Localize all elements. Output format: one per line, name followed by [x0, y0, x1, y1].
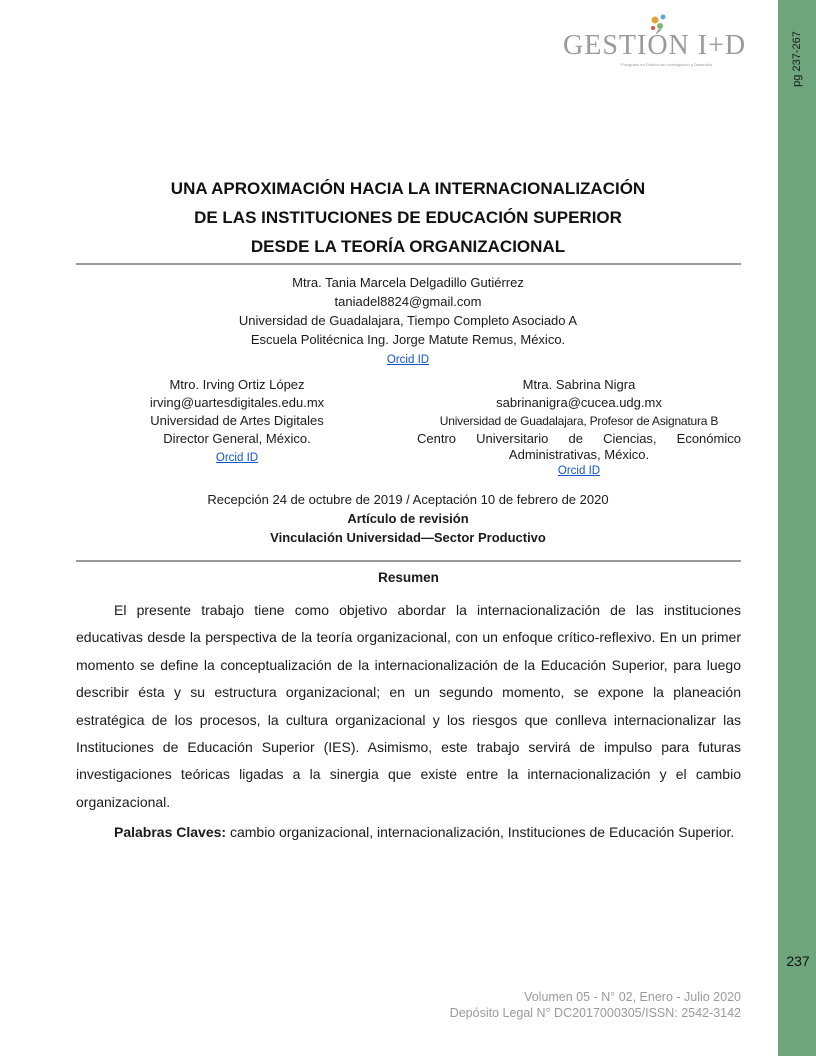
author-2-email: irving@uartesdigitales.edu.mx: [149, 395, 325, 410]
author-3-affiliation-1: Universidad de Guadalajara, Profesor de Asignatura B: [439, 414, 719, 428]
journal-logo: [563, 14, 753, 70]
author-1-block: [100, 273, 716, 370]
author-2-affiliation-2: Director General, México.: [163, 431, 311, 446]
author-2-affiliation-1: Universidad de Artes Digitales: [150, 413, 324, 428]
footer-legal: Depósito Legal N° DC2017000305/ISSN: 2542-3142: [449, 1006, 741, 1020]
side-band: [778, 0, 816, 1056]
author-2-orcid-link[interactable]: Orcid ID: [215, 452, 259, 464]
keywords-label: Palabras Claves:: [114, 824, 227, 840]
title-line-3: DESDE LA TEORÍA ORGANIZACIONAL: [250, 237, 566, 256]
footer-volume: Volumen 05 - N° 02, Enero - Julio 2020: [524, 990, 741, 1004]
author-3-block: [417, 376, 741, 480]
page-range-label: [787, 24, 807, 94]
abstract-text: El presente trabajo tiene como objetivo abordar la internacionalización de las instituciones educativas desde la perspectiva de la teoría organizacional, con un enfoque crítico-reflexivo. En un primer momento se define la conceptualización de la internacionalización de la Educación Superior, para luego describir ésta y su estructura organizacional; en un segundo momento, se expone la planeación estratégica de los procesos, la cultura organizacional y los riesgos que conlleva internacionalizar las Instituciones de Educación Superior (IES). Asimismo, este trabajo servirá de impulso para futuras investigaciones teóricas ligadas a la sinergia que existe entre la internacionalización y el cambio organizacional.: [76, 602, 741, 810]
author-1-orcid-link[interactable]: Orcid ID: [386, 354, 430, 366]
author-2-name: Mtro. Irving Ortiz López: [169, 377, 305, 392]
page-range-text: pg 237-267: [791, 31, 803, 87]
divider-bottom: [76, 560, 741, 562]
divider-top: [76, 263, 741, 265]
author-1-affiliation-2: Escuela Politécnica Ing. Jorge Matute Remus, México.: [250, 332, 566, 347]
article-type: Artículo de revisión: [347, 511, 469, 526]
author-3-name: Mtra. Sabrina Nigra: [522, 377, 636, 392]
author-3-affiliation-2: Centro Universitario de Ciencias, Económico: [417, 431, 741, 446]
keywords-list: cambio organizacional, internacionalización, Instituciones de Educación Superior.: [226, 824, 735, 840]
author-3-affiliation-3: Administrativas, México.: [508, 447, 650, 462]
page-number: 237: [786, 953, 810, 969]
reception-dates: Recepción 24 de octubre de 2019 / Aceptación 10 de febrero de 2020: [207, 492, 609, 507]
logo-tagline: Postgrado en Gestión de Investigación y Desarrollo: [621, 62, 713, 67]
article-meta: [100, 490, 716, 547]
article-title: [70, 174, 746, 261]
article-section: Vinculación Universidad—Sector Productivo: [270, 530, 546, 545]
author-3-orcid-link[interactable]: Orcid ID: [557, 465, 601, 477]
author-1-email: taniadel8824@gmail.com: [334, 294, 482, 309]
author-2-block: [128, 376, 346, 467]
title-line-2: DE LAS INSTITUCIONES DE EDUCACIÓN SUPERIOR: [194, 208, 622, 227]
abstract-heading: Resumen: [378, 570, 439, 585]
author-1-affiliation-1: Universidad de Guadalajara, Tiempo Completo Asociado A: [238, 313, 578, 328]
author-1-name: Mtra. Tania Marcela Delgadillo Gutiérrez: [292, 275, 524, 290]
logo-wordmark: GESTIÓN I+D: [563, 30, 747, 61]
keywords-paragraph: [76, 819, 741, 846]
title-line-1: UNA APROXIMACIÓN HACIA LA INTERNACIONALIZACIÓN: [170, 179, 646, 198]
author-3-email: sabrinanigra@cucea.udg.mx: [496, 395, 662, 410]
